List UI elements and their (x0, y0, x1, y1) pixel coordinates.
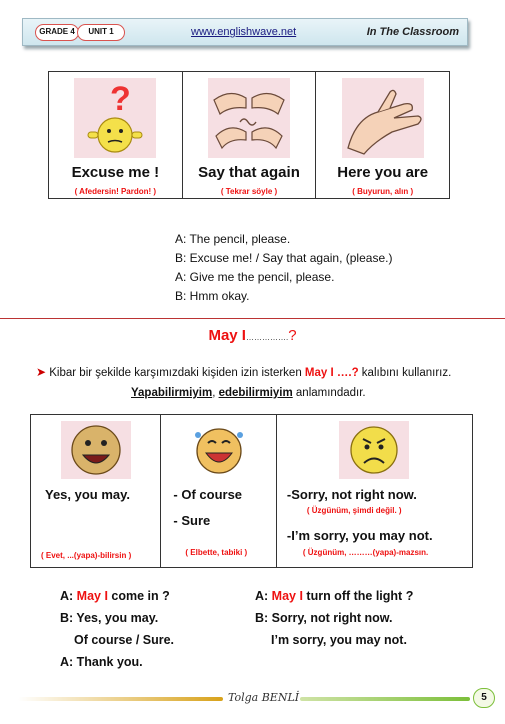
meaning-word-2: edebilirmiyim (218, 387, 293, 399)
response-cell-yes (31, 415, 161, 567)
dialog-speaker: A: (60, 589, 77, 603)
happy-smiley-icon (61, 421, 131, 479)
phrase-label: Excuse me ! (71, 164, 160, 181)
unit-badge: UNIT 1 (77, 24, 125, 41)
phrases-table (48, 71, 450, 199)
section-title-text: May I (208, 327, 246, 344)
meaning-sep: , (212, 387, 219, 399)
phrase-cell-excuse-me (49, 72, 183, 198)
dialog-may-i: May I (271, 589, 303, 603)
footer-decoration-left (18, 697, 223, 701)
response-sure: - Sure (173, 513, 211, 528)
phrase-label: Say that again (198, 164, 300, 181)
svg-text:?: ? (110, 80, 132, 118)
response-sorry-not-now: -Sorry, not right now. (286, 487, 417, 502)
dialog-line: B: Hmm okay. (175, 289, 250, 303)
response-sorry-may-not-translation: ( Üzgünüm, ………(yapa)-mazsın. (302, 548, 429, 557)
dialog-line: B: Sorry, not right now. (255, 611, 393, 625)
footer-decoration-right (300, 697, 470, 701)
response-cell-sorry (277, 415, 472, 567)
section-divider (0, 318, 505, 319)
phrase-translation: ( Tekrar söyle ) (220, 187, 278, 196)
response-of-course-translation: ( Elbette, tabiki ) (185, 548, 248, 557)
grade-badge: GRADE 4 (35, 24, 79, 41)
dialog-line: A: The pencil, please. (175, 232, 291, 246)
response-cell-of-course (161, 415, 276, 567)
meaning-tail: anlamındadır. (292, 387, 366, 399)
page-header (22, 18, 468, 46)
pointing-hands-icon (200, 78, 298, 158)
response-yes-translation: ( Evet, ...(yapa)-bilirsin ) (41, 551, 132, 560)
dialog-line: A: Give me the pencil, please. (175, 270, 335, 284)
explanation-text (36, 362, 496, 403)
response-of-course: - Of course (173, 487, 243, 502)
responses-table (30, 414, 473, 568)
phrase-translation: ( Buyurun, alın ) (352, 187, 414, 196)
response-yes: Yes, you may. (45, 487, 131, 502)
dialog-line: Of course / Sure. (74, 633, 175, 647)
author-name: Tolga BENLİ (228, 691, 300, 704)
dialog-line: B: Excuse me! / Say that again, (please.) (175, 251, 393, 265)
dialog-request: turn off the light ? (302, 589, 414, 603)
phrase-cell-say-that-again (183, 72, 317, 198)
topic-title: In The Classroom (366, 26, 459, 38)
page-number: 5 (473, 688, 495, 708)
example-dialog-1 (175, 230, 392, 306)
arrow-icon: ➤ (36, 365, 47, 379)
explanation-pre: Kibar bir şekilde karşımızdaki kişiden izin isterken (49, 367, 305, 379)
response-sorry-may-not: -I’m sorry, you may not. (286, 528, 433, 543)
phrase-cell-here-you-are (316, 72, 449, 198)
dialog-line: B: Yes, you may. (60, 611, 159, 625)
response-sorry-not-now-translation: ( Üzgünüm, şimdi değil. ) (306, 506, 402, 515)
offering-hand-icon (334, 78, 432, 158)
section-title (0, 327, 505, 344)
example-dialog-3 (255, 585, 413, 651)
confused-smiley-icon (66, 78, 164, 158)
sad-smiley-icon (339, 421, 409, 479)
phrase-translation: ( Afedersin! Pardon! ) (74, 187, 157, 196)
dialog-line: I’m sorry, you may not. (271, 633, 407, 647)
section-title-question: ? (288, 327, 297, 344)
dialog-may-i: May I (76, 589, 108, 603)
dialog-request: come in ? (107, 589, 170, 603)
dialog-speaker: A: (255, 589, 272, 603)
website-link[interactable]: www.englishwave.net (191, 26, 297, 38)
section-title-dots: ……………. (245, 333, 289, 342)
dialog-line: A: Thank you. (60, 655, 143, 669)
phrase-label: Here you are (337, 164, 429, 181)
pattern-text: May I ….? (304, 367, 359, 379)
explanation-post: kalıbını kullanırız. (358, 367, 452, 379)
example-dialog-2 (60, 585, 174, 673)
meaning-word-1: Yapabilirmiyim (131, 387, 213, 399)
laughing-smiley-icon (184, 421, 254, 479)
